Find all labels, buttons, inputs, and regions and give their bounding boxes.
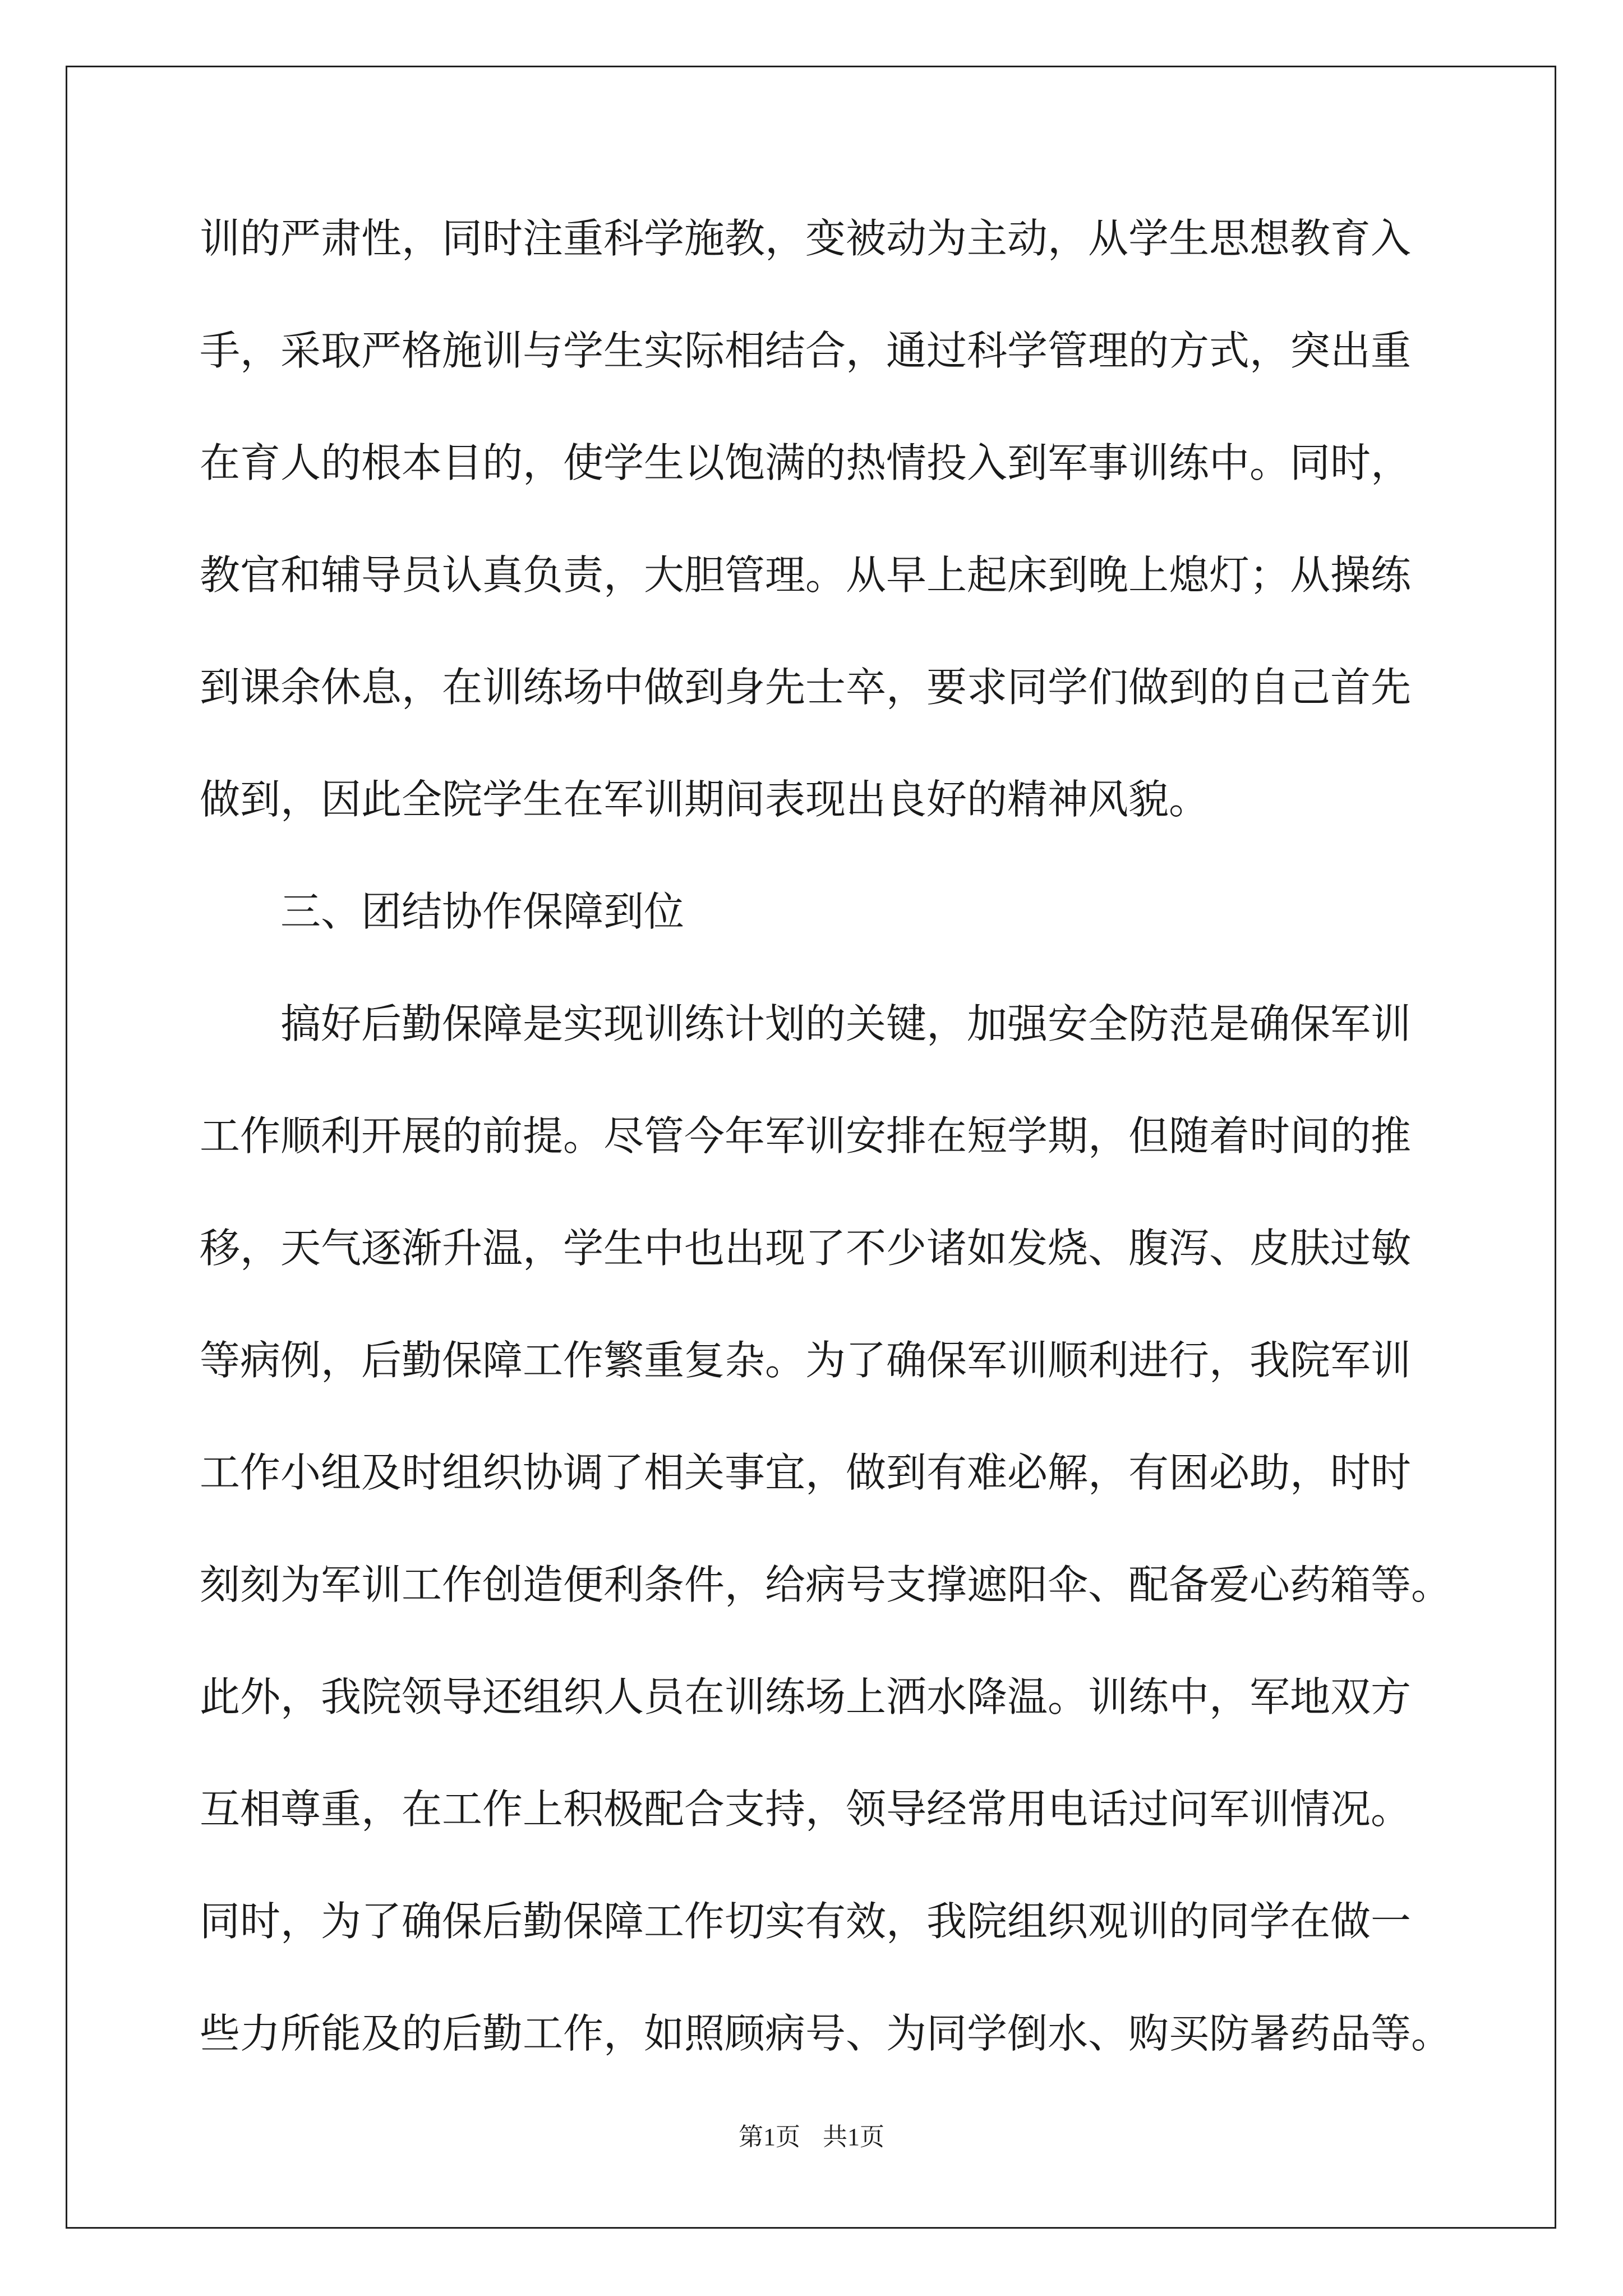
body-line: 刻刻为军训工作创造便利条件，给病号支撑遮阳伞、配备爱心药箱等。 [200,1561,1452,1608]
section-heading: 三、团结协作保障到位 [280,888,685,935]
body-line: 工作小组及时组织协调了相关事宜，做到有难必解，有困必助，时时 [200,1449,1412,1496]
body-line: 在育人的根本目的，使学生以饱满的热情投入到军事训练中。同时， [200,439,1412,486]
body-line: 做到，因此全院学生在军训期间表现出良好的精神风貌。 [200,776,1210,823]
body-line: 搞好后勤保障是实现训练计划的关键，加强安全防范是确保军训 [280,1000,1412,1047]
page-number: 第1页 [739,2123,800,2151]
body-line: 到课余休息，在训练场中做到身先士卒，要求同学们做到的自己首先 [200,664,1412,711]
body-line: 此外，我院领导还组织人员在训练场上洒水降温。训练中，军地双方 [200,1673,1412,1720]
body-line: 些力所能及的后勤工作，如照顾病号、为同学倒水、购买防暑药品等。 [200,2010,1452,2057]
body-line: 同时，为了确保后勤保障工作切实有效，我院组织观训的同学在做一 [200,1898,1412,1945]
body-line: 教官和辅导员认真负责，大胆管理。从早上起床到晚上熄灯；从操练 [200,551,1412,599]
body-line: 互相尊重，在工作上积极配合支持，领导经常用电话过问军训情况。 [200,1786,1412,1833]
body-line: 移，天气逐渐升温，学生中也出现了不少诸如发烧、腹泻、皮肤过敏 [200,1225,1412,1272]
body-line: 工作顺利开展的前提。尽管今年军训安排在短学期，但随着时间的推 [200,1112,1412,1159]
body-line: 手，采取严格施训与学生实际相结合，通过科学管理的方式，突出重 [200,327,1412,374]
body-line: 训的严肃性，同时注重科学施教，变被动为主动，从学生思想教育入 [200,215,1412,262]
page-footer [0,2120,1623,2154]
page-total: 共1页 [823,2123,884,2151]
body-line: 等病例，后勤保障工作繁重复杂。为了确保军训顺利进行，我院军训 [200,1337,1412,1384]
